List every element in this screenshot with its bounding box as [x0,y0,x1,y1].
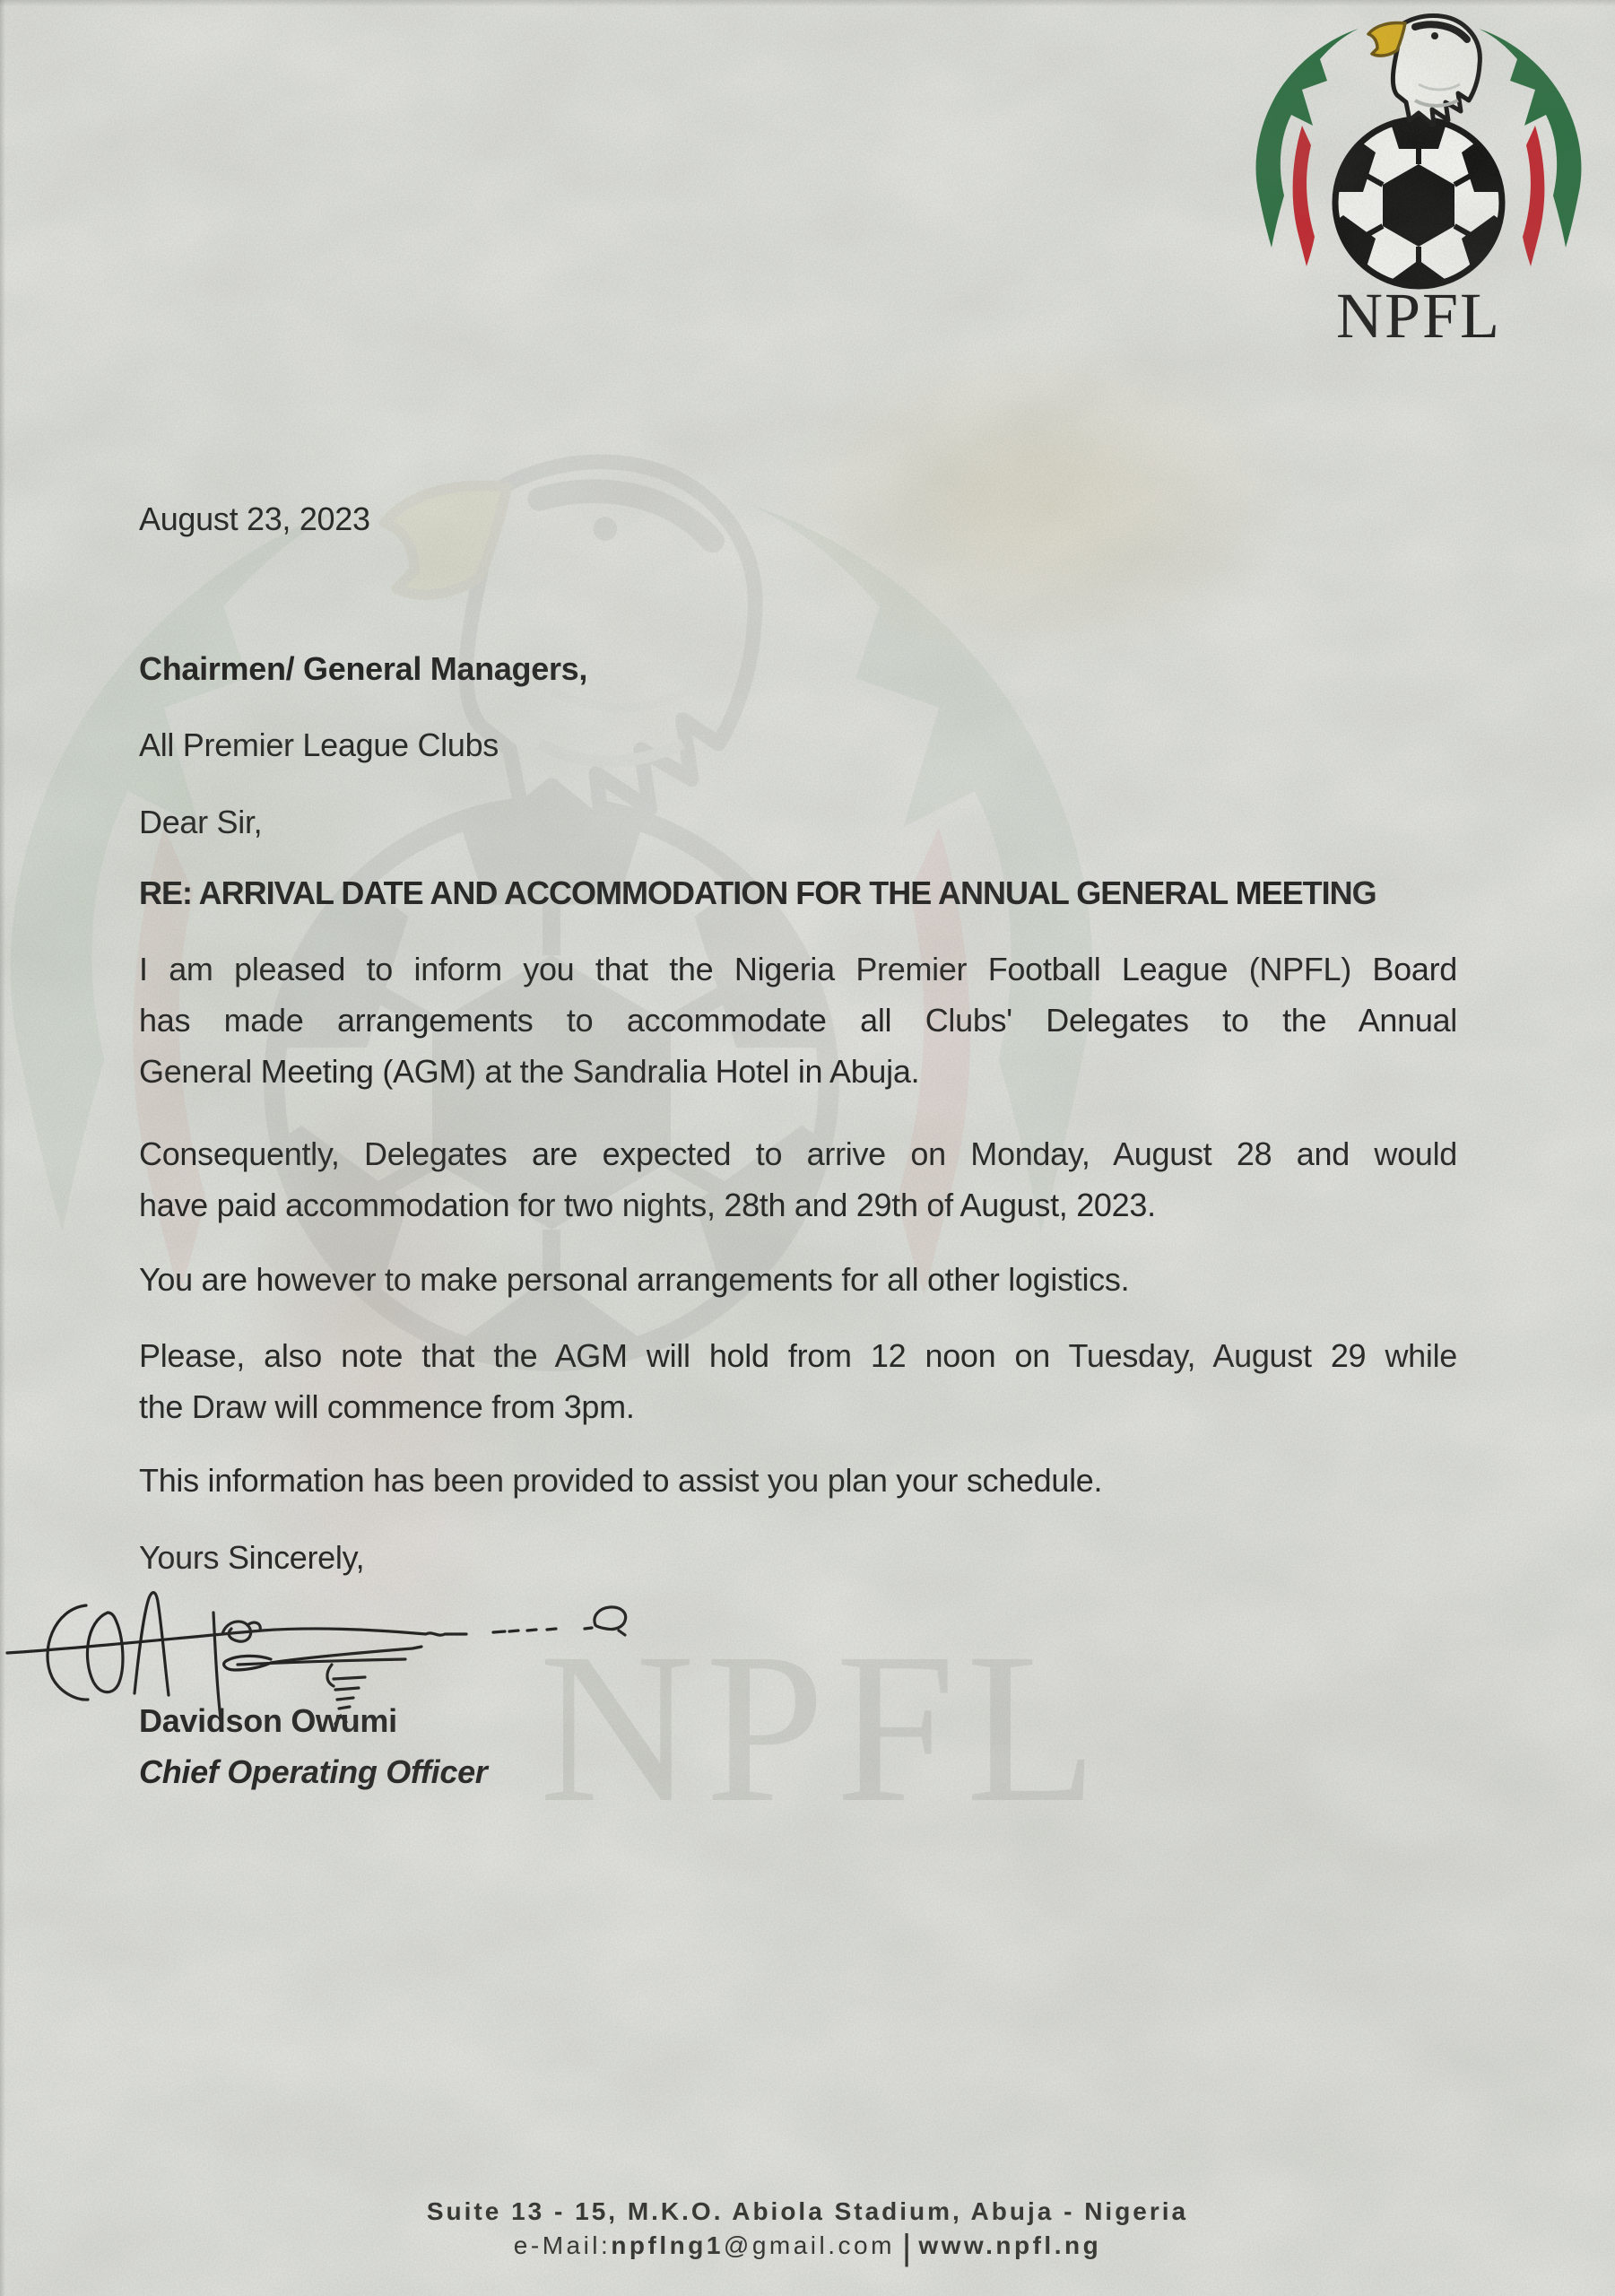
body-line: You are however to make personal arrangements for all other logistics. [139,1261,1130,1298]
footer-website: www.npfl.ng [918,2231,1102,2259]
npfl-watermark: NPFL [539,1608,1108,1847]
body-line: Consequently, Delegates are expected to arrive on Monday, August 28 and would [139,1135,1457,1172]
body-paragraph [139,1254,1457,1305]
footer-email-user: npflng1 [611,2231,724,2259]
recipient-organization: All Premier League Clubs [139,726,499,763]
body-paragraph [139,944,1457,1097]
body-paragraph [139,1455,1457,1506]
recipient-title: Chairmen/ General Managers, [139,650,588,687]
body-line: has made arrangements to accommodate all Clubs' Delegates to the Annual [139,1002,1457,1039]
footer-contacts [0,2228,1615,2268]
body-line: This information has been provided to assist you plan your schedule. [139,1462,1103,1499]
closing: Yours Sincerely, [139,1539,365,1576]
body-line: the Draw will commence from 3pm. [139,1388,635,1425]
scan-edge-left [0,0,7,2296]
npfl-crest [1239,4,1598,349]
footer-address: Suite 13 - 15, M.K.O. Abiola Stadium, Abuja - Nigeria [426,2197,1189,2225]
crest-right-stripe-shape [1523,126,1544,266]
salutation: Dear Sir, [139,804,263,840]
body-line: Please, also note that the AGM will hold from 12 noon on Tuesday, August 29 while [139,1337,1457,1374]
footer-separator: | [901,2228,912,2267]
footer-email-domain: @gmail.com [723,2231,895,2259]
body-paragraph [139,1330,1457,1432]
subject-line: RE: ARRIVAL DATE AND ACCOMMODATION FOR THE ANNUAL GENERAL MEETING [139,874,1376,911]
body-paragraph [139,1128,1457,1231]
footer-email-label: e-Mail: [513,2231,612,2259]
signatory-name: Davidson Owumi [139,1702,397,1739]
body-line: I am pleased to inform you that the Nigeria Premier Football League (NPFL) Board [139,951,1457,987]
body-line: have paid accommodation for two nights, 28th and 29th of August, 2023. [139,1187,1156,1223]
body-line: General Meeting (AGM) at the Sandralia Hotel in Abuja. [139,1053,920,1090]
crest-org-abbr: NPFL [1335,280,1502,349]
signatory-title: Chief Operating Officer [139,1753,488,1790]
crest-left-stripe-shape [1293,126,1315,266]
letter-date: August 23, 2023 [139,500,370,537]
